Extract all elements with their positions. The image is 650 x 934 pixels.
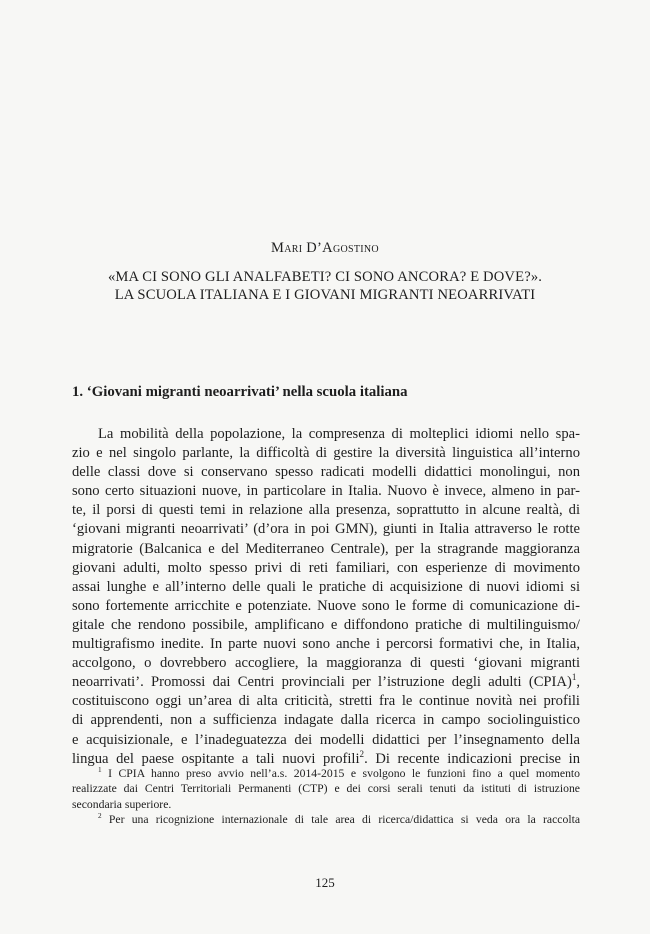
text-line: e acquisizionale, e l’inadeguatezza dei modelli didattici per l’insegnamento della (72, 731, 580, 748)
text-segment: Di recente indicazioni precise in (375, 750, 581, 767)
text-line: delle classi dove si conservano spesso radicati modelli didattici monolingui, non (72, 464, 580, 481)
footnotes (72, 766, 580, 827)
author-name: Mari D’Agostino (271, 240, 379, 256)
text-line: zio e nel singolo parlante, la difficoltà di gestire la diversità linguistica all’interno (72, 445, 580, 462)
chapter-title-line-1: «MA CI SONO GLI ANALFABETI? CI SONO ANCORA? E DOVE?». (107, 269, 543, 285)
text-line: neoarrivati’. Promossi dai Centri provinciali per l’istruzione degli adulti (CPIA)$^1$, (72, 672, 580, 691)
footnote-line: realizzate dai Centri Territoriali Permanenti (CTP) e dei corsi serali tenuti da istituti di istruzione (72, 782, 580, 796)
text-line: giovani adulti, molto spesso privi di reti familiari, con esperienze di movimento (72, 559, 580, 576)
text-line: La mobilità della popolazione, la compresenza di molteplici idiomi nello spa- (98, 426, 580, 442)
footnote-ref-1[interactable]: 1 (571, 672, 577, 683)
footnote-2 (72, 812, 580, 827)
chapter-title (60, 268, 590, 304)
text-line: accolgono, o dovrebbero accogliere, la maggioranza di questi ‘giovani migranti (72, 655, 580, 672)
text-line: multigrafismo inedite. In parte nuovi sono anche i percorsi formativi che, in Italia, (72, 636, 580, 653)
text-line: te, il porsi di questi temi in relazione alla presenza, soprattutto in alcune realtà, di (72, 502, 580, 519)
body-paragraph (72, 425, 580, 769)
text-line: assai lunghe e all’interno delle quali le pratiche di acquisizione di nuovi idiomi si (72, 578, 580, 595)
text-line: costituiscono oggi un’area di alta criticità, stretti fra le continue novità nei profili (72, 693, 580, 710)
text-line: sono fortemente arricchite e potenziate. Nuove sono le forme di comunicazione di- (72, 597, 580, 614)
text-line: lingua del paese ospitante a tali nuovi profili$^2$. Di recente indicazioni precise in (72, 748, 581, 767)
text-line: migratorie (Balcanica e del Mediterraneo Centrale), per la stragrande maggioranza (72, 540, 580, 557)
footnote-ref-2[interactable]: 2 (359, 748, 365, 759)
text-line: di apprendenti, non a sufficienza indagate dalla ricerca in campo sociolinguistico (72, 712, 580, 729)
text-line: ‘giovani migranti neoarrivati’ (d’ora in poi GMN), giunti in Italia attraverso le rotte (72, 521, 580, 538)
footnote-text: I CPIA hanno preso avvio nell’a.s. 2014-2015 e svolgono le funzioni fino a quel momento (108, 767, 581, 780)
chapter-title-line-2: LA SCUOLA ITALIANA E I GIOVANI MIGRANTI NEOARRIVATI (114, 287, 536, 303)
text-segment: neoarrivati’. Promossi dai Centri provinciali per l’istruzione degli adulti (CPIA) (72, 674, 572, 691)
text-segment: lingua del paese ospitante a tali nuovi profili (72, 750, 360, 767)
footnote-text: Per una ricognizione internazionale di tale area di ricerca/didattica si veda ora la raccolta (108, 812, 581, 826)
text-line: sono certo situazioni nuove, in particolare in Italia. Nuovo è invece, almeno in par- (72, 483, 580, 500)
footnote-marker: 1 (98, 766, 102, 775)
text-line: gitale che rendono possibile, amplificano e diffondono pratiche di multilinguismo/ (72, 616, 580, 633)
footnote-1 (72, 766, 580, 781)
footnote-line: secondaria superiore. (72, 797, 172, 811)
footnote-marker: 2 (98, 812, 102, 820)
section-heading: 1. ‘Giovani migranti neoarrivati’ nella scuola italiana (72, 384, 408, 400)
page-number: 125 (315, 875, 335, 890)
